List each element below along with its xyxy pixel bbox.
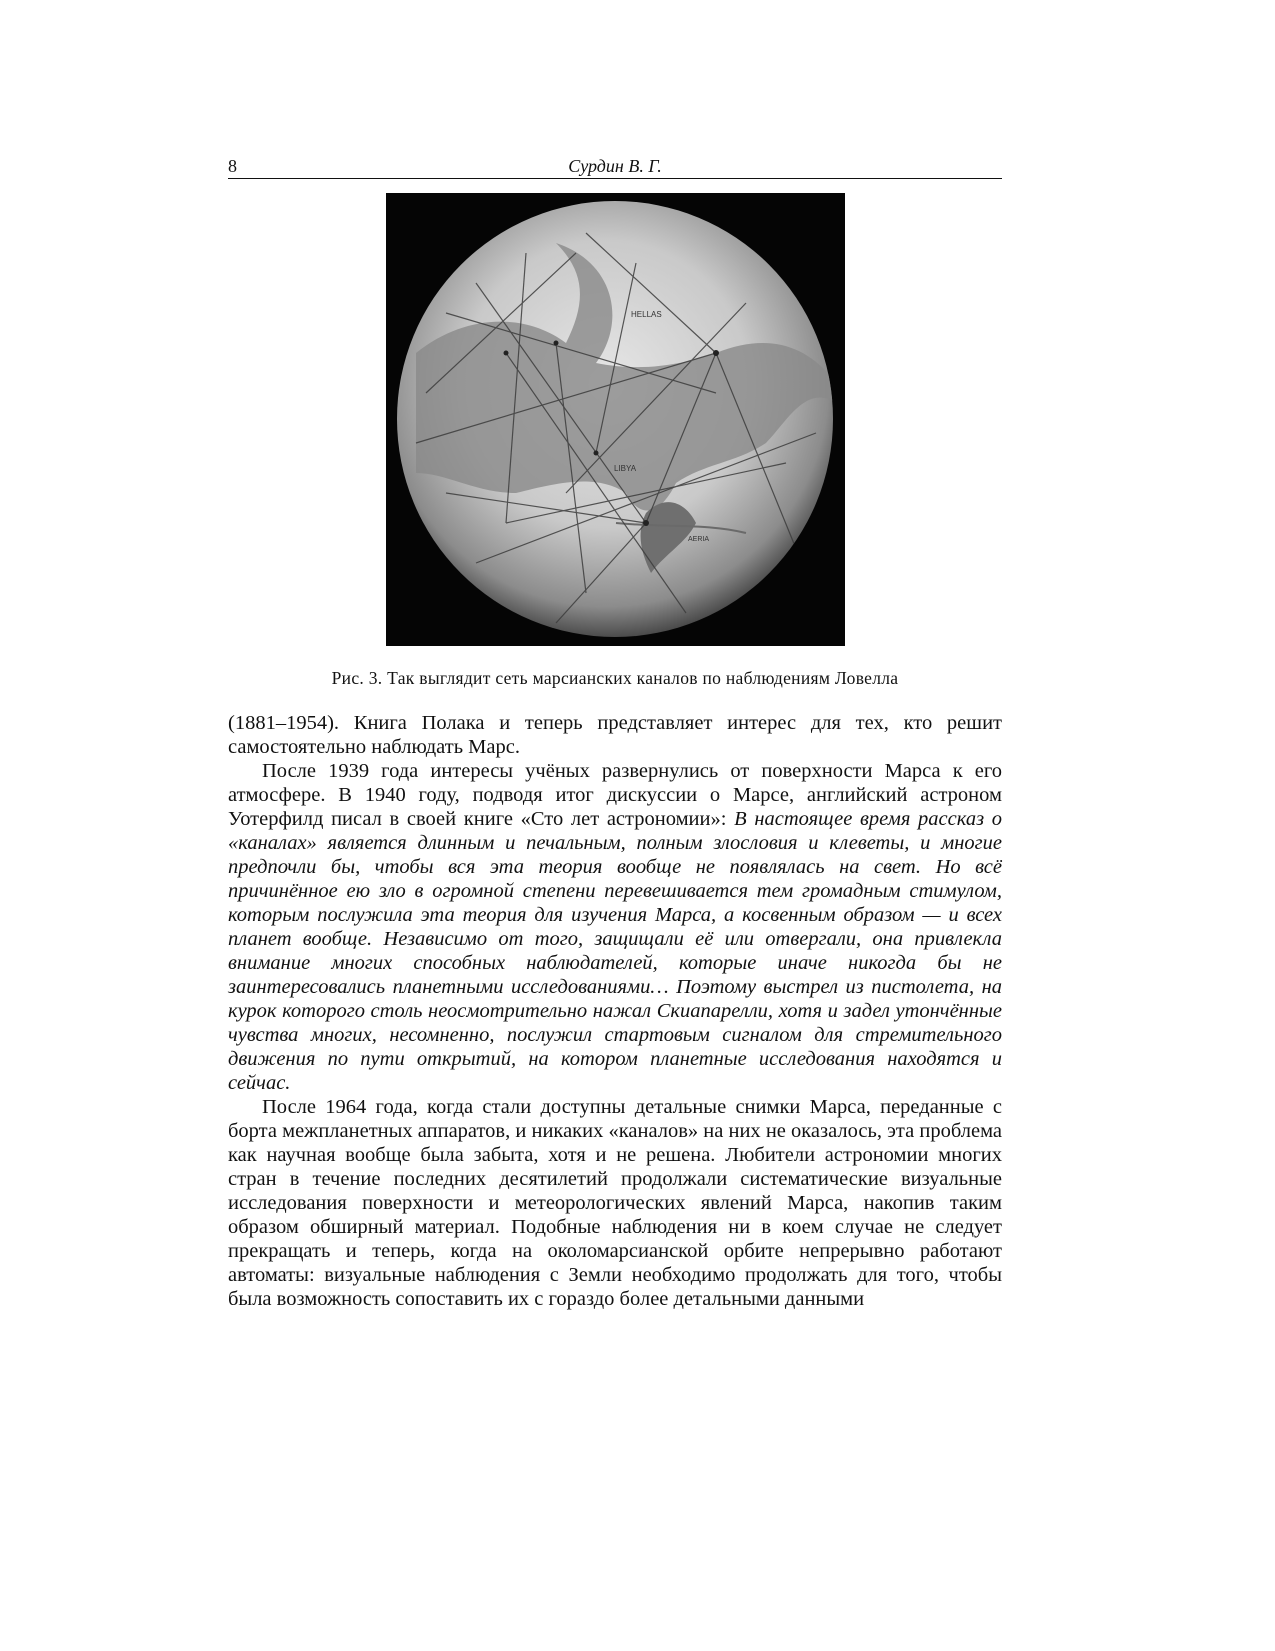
- map-label-libya: LIBYA: [613, 464, 636, 473]
- page-number: 8: [228, 156, 237, 176]
- map-label-aeria: AERIA: [687, 536, 709, 543]
- figure-caption: Рис. 3. Так выглядит сеть марсианских каналов по наблюдениям Ловелла: [331, 668, 899, 688]
- running-head: [228, 150, 1002, 179]
- mars-canal-globe-figure: [386, 193, 845, 646]
- waterfield-quote: В настоящее время рассказ о «каналах» является длинным и печальным, полным злословия и клеветы, и многие предпочли бы, чтобы вся эта теория вообще не появлялась на свет. Но всё причинённое ею зло в огромной степени перевешивается тем громадным стимулом, которым послужила эта теория для изучения Марса, а косвенным образом — и всех планет вообще. Независимо от того, защищали её или отвергали, она привлекла внимание многих способных наблюдателей, которые иначе никогда бы не заинтересовались планетными исследованиями… Поэтому выстрел из пистолета, на курок которого столь неосмотрительно нажал Скиапарелли, хотя и задел утончённые чувства многих, несомненно, послужил стартовым сигналом для стремительного движения по пути открытий, на котором планетные исследования находятся и сейчас.: [228, 808, 1002, 1094]
- book-page: [228, 150, 1002, 1311]
- paragraph-waterfield: [228, 759, 1002, 1095]
- paragraph-after-1964: После 1964 года, когда стали доступны детальные снимки Марса, переданные с борта межпланетных аппаратов, и никаких «каналов» на них не оказалось, эта проблема как научная вообще была забыта, хотя и не решена. Любители астрономии многих стран в течение последних десятилетий продолжали систематические визуальные исследования поверхности и метеорологических явлений Марса, накопив таким образом обширный материал. Подобные наблюдения ни в коем случае не следует прекращать и теперь, когда на околомарсианской орбите непрерывно работают автоматы: визуальные наблюдения с Земли необходимо продолжать для того, чтобы была возможность сопоставить их с гораздо более детальными данными: [228, 1096, 1002, 1310]
- mars-globe-illustration: [386, 193, 845, 646]
- paragraph-continuation: (1881–1954). Книга Полака и теперь представляет интерес для тех, кто решит самостоятельно наблюдать Марс.: [228, 712, 1002, 758]
- body-text: [228, 711, 1002, 1311]
- paragraph-lead: После 1939 года интересы учёных развернулись от поверхности Марса к его атмосфере. В 1940 году, подводя итог дискуссии о Марсе, английский астроном Уотерфилд писал в своей книге «Сто лет астрономии»:: [228, 760, 1002, 830]
- map-label-hellas: HELLAS: [630, 310, 662, 319]
- running-head-author: Сурдин В. Г.: [568, 156, 662, 176]
